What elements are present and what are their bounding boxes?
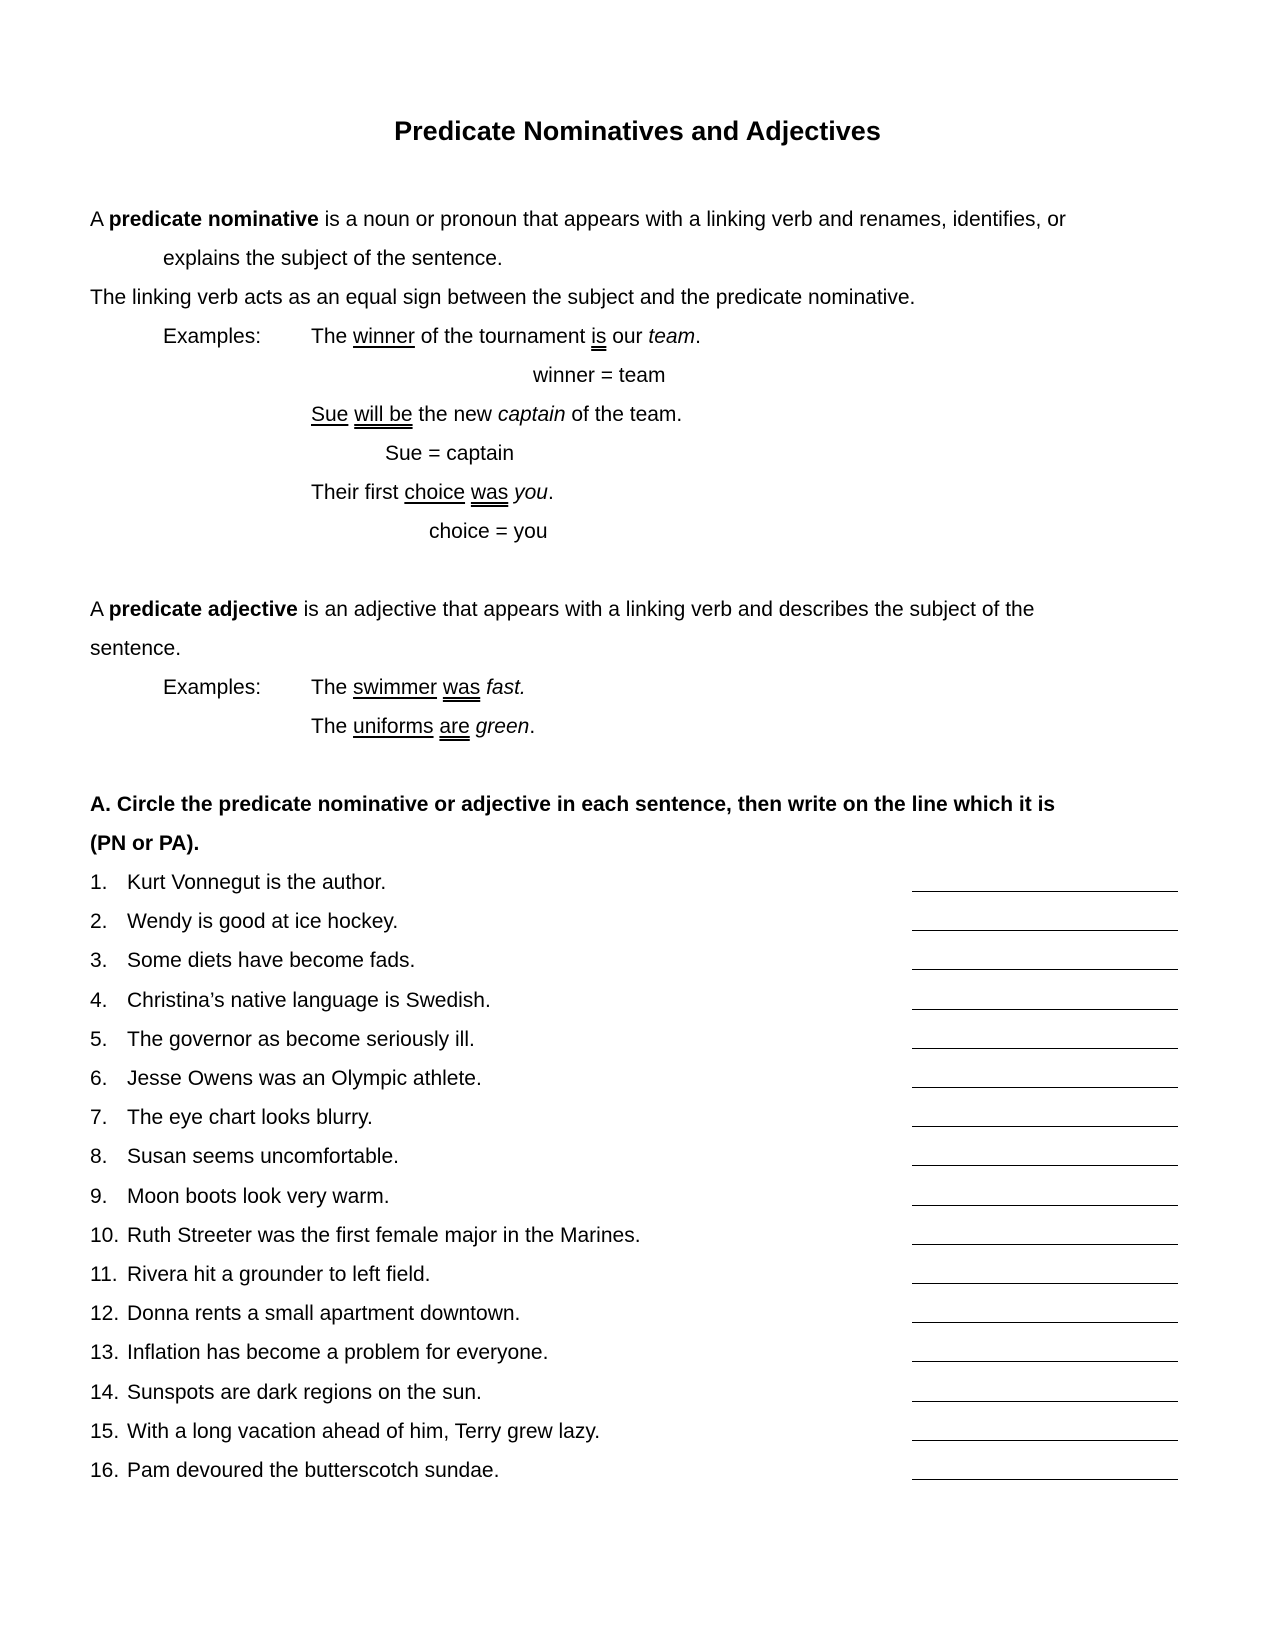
ex-text: our xyxy=(606,325,649,348)
pn-definition-cont: explains the subject of the sentence. xyxy=(163,247,503,270)
item-number: 8. xyxy=(90,1145,108,1168)
ex-text: Their first xyxy=(311,481,405,504)
item-sentence: The eye chart looks blurry. xyxy=(127,1106,373,1129)
exercise-item xyxy=(90,1301,520,1327)
exercise-item xyxy=(90,1144,399,1170)
answer-line[interactable] xyxy=(912,1165,1178,1166)
answer-line[interactable] xyxy=(912,969,1178,970)
pn-examples-label: Examples: xyxy=(163,325,262,348)
exercise-item xyxy=(90,988,491,1014)
ex-verb: was xyxy=(442,676,481,699)
exercise-item xyxy=(90,1419,600,1445)
item-sentence: Rivera hit a grounder to left field. xyxy=(127,1263,431,1286)
ex-subject: swimmer xyxy=(353,676,438,699)
item-number: 7. xyxy=(90,1106,108,1129)
exercise-item xyxy=(90,870,386,896)
exercise-heading: A. Circle the predicate nominative or adjective in each sentence, then write on the line which it is xyxy=(90,793,1056,816)
pa-example-2 xyxy=(311,714,535,740)
ex-text: The xyxy=(311,715,354,738)
ex-text: The xyxy=(311,676,354,699)
item-sentence: Some diets have become fads. xyxy=(127,949,416,972)
pn-def-rest: is a noun or pronoun that appears with a linking verb and renames, identifies, or xyxy=(318,208,1066,231)
page-title: Predicate Nominatives and Adjectives xyxy=(394,116,881,146)
ex-predicate: you xyxy=(514,481,548,504)
exercise-item xyxy=(90,1380,482,1406)
pa-example-1 xyxy=(311,675,526,701)
item-number: 10. xyxy=(90,1224,120,1247)
item-sentence: Inflation has become a problem for everyone. xyxy=(127,1341,549,1364)
answer-line[interactable] xyxy=(912,1205,1178,1206)
exercise-item xyxy=(90,1458,499,1484)
exercise-item xyxy=(90,1066,482,1092)
item-sentence: Sunspots are dark regions on the sun. xyxy=(127,1381,482,1404)
ex-text: . xyxy=(529,715,536,738)
item-sentence: Jesse Owens was an Olympic athlete. xyxy=(127,1067,482,1090)
pn-example-1-equation: winner = team xyxy=(533,364,666,387)
item-sentence: Moon boots look very warm. xyxy=(127,1185,390,1208)
item-sentence: The governor as become seriously ill. xyxy=(127,1028,475,1051)
answer-line[interactable] xyxy=(912,1283,1178,1284)
item-number: 2. xyxy=(90,910,108,933)
pn-example-3 xyxy=(311,480,554,506)
item-sentence: Ruth Streeter was the first female major in the Marines. xyxy=(127,1224,641,1247)
ex-text: of the team. xyxy=(565,403,683,426)
exercise-item xyxy=(90,1223,641,1249)
ex-verb: is xyxy=(591,325,607,348)
item-sentence: Kurt Vonnegut is the author. xyxy=(127,871,387,894)
ex-text: the new xyxy=(412,403,498,426)
ex-subject: uniforms xyxy=(353,715,434,738)
item-number: 4. xyxy=(90,989,108,1012)
pn-intro: A xyxy=(90,208,109,231)
exercise-item xyxy=(90,1027,475,1053)
ex-predicate: team xyxy=(648,325,696,348)
item-number: 1. xyxy=(90,871,108,894)
ex-subject: choice xyxy=(404,481,466,504)
answer-line[interactable] xyxy=(912,1244,1178,1245)
ex-verb: was xyxy=(470,481,509,504)
ex-text: . xyxy=(547,481,554,504)
answer-line[interactable] xyxy=(912,930,1178,931)
item-sentence: Donna rents a small apartment downtown. xyxy=(127,1302,521,1325)
pn-example-3-equation: choice = you xyxy=(429,520,548,543)
pa-definition-cont: sentence. xyxy=(90,637,182,660)
ex-verb: are xyxy=(439,715,470,738)
pn-definition xyxy=(90,207,1066,233)
pa-intro: A xyxy=(90,598,109,621)
exercise-item xyxy=(90,909,398,935)
pa-def-rest: is an adjective that appears with a linking verb and describes the subject of the xyxy=(297,598,1035,621)
item-sentence: With a long vacation ahead of him, Terry grew lazy. xyxy=(127,1420,601,1443)
item-number: 12. xyxy=(90,1302,120,1325)
ex-subject: winner xyxy=(353,325,415,348)
ex-predicate: green xyxy=(475,715,530,738)
item-number: 9. xyxy=(90,1185,108,1208)
item-sentence: Susan seems uncomfortable. xyxy=(127,1145,399,1168)
pn-example-2-equation: Sue = captain xyxy=(385,442,515,465)
item-number: 16. xyxy=(90,1459,120,1482)
item-number: 6. xyxy=(90,1067,108,1090)
pn-example-2 xyxy=(311,402,682,428)
item-sentence: Christina’s native language is Swedish. xyxy=(127,989,491,1012)
item-number: 13. xyxy=(90,1341,120,1364)
pn-example-1 xyxy=(311,324,701,350)
ex-verb: will be xyxy=(354,403,413,426)
answer-line[interactable] xyxy=(912,1009,1178,1010)
answer-line[interactable] xyxy=(912,891,1178,892)
pa-term: predicate adjective xyxy=(108,598,298,621)
answer-line[interactable] xyxy=(912,1048,1178,1049)
answer-line[interactable] xyxy=(912,1361,1178,1362)
exercise-heading-cont: (PN or PA). xyxy=(90,832,200,855)
ex-text: The xyxy=(311,325,354,348)
item-number: 11. xyxy=(90,1263,118,1286)
exercise-item xyxy=(90,1105,373,1131)
answer-line[interactable] xyxy=(912,1126,1178,1127)
exercise-item xyxy=(90,948,415,974)
ex-text: of the tournament xyxy=(414,325,592,348)
pa-examples-label: Examples: xyxy=(163,676,262,699)
ex-text: . xyxy=(695,325,701,348)
answer-line[interactable] xyxy=(912,1401,1178,1402)
ex-predicate: fast. xyxy=(486,676,526,699)
exercise-item xyxy=(90,1262,431,1288)
exercise-item xyxy=(90,1184,390,1210)
pa-definition xyxy=(90,597,1034,623)
item-number: 5. xyxy=(90,1028,108,1051)
item-number: 15. xyxy=(90,1420,120,1443)
item-sentence: Wendy is good at ice hockey. xyxy=(127,910,399,933)
item-number: 3. xyxy=(90,949,108,972)
item-number: 14. xyxy=(90,1381,120,1404)
ex-predicate: captain xyxy=(497,403,566,426)
exercise-item xyxy=(90,1340,548,1366)
ex-subject: Sue xyxy=(311,403,349,426)
pn-linking-note: The linking verb acts as an equal sign between the subject and the predicate nominative. xyxy=(90,286,916,309)
answer-line[interactable] xyxy=(912,1087,1178,1088)
pn-term: predicate nominative xyxy=(108,208,319,231)
item-sentence: Pam devoured the butterscotch sundae. xyxy=(127,1459,500,1482)
answer-line[interactable] xyxy=(912,1440,1178,1441)
answer-line[interactable] xyxy=(912,1479,1178,1480)
answer-line[interactable] xyxy=(912,1322,1178,1323)
